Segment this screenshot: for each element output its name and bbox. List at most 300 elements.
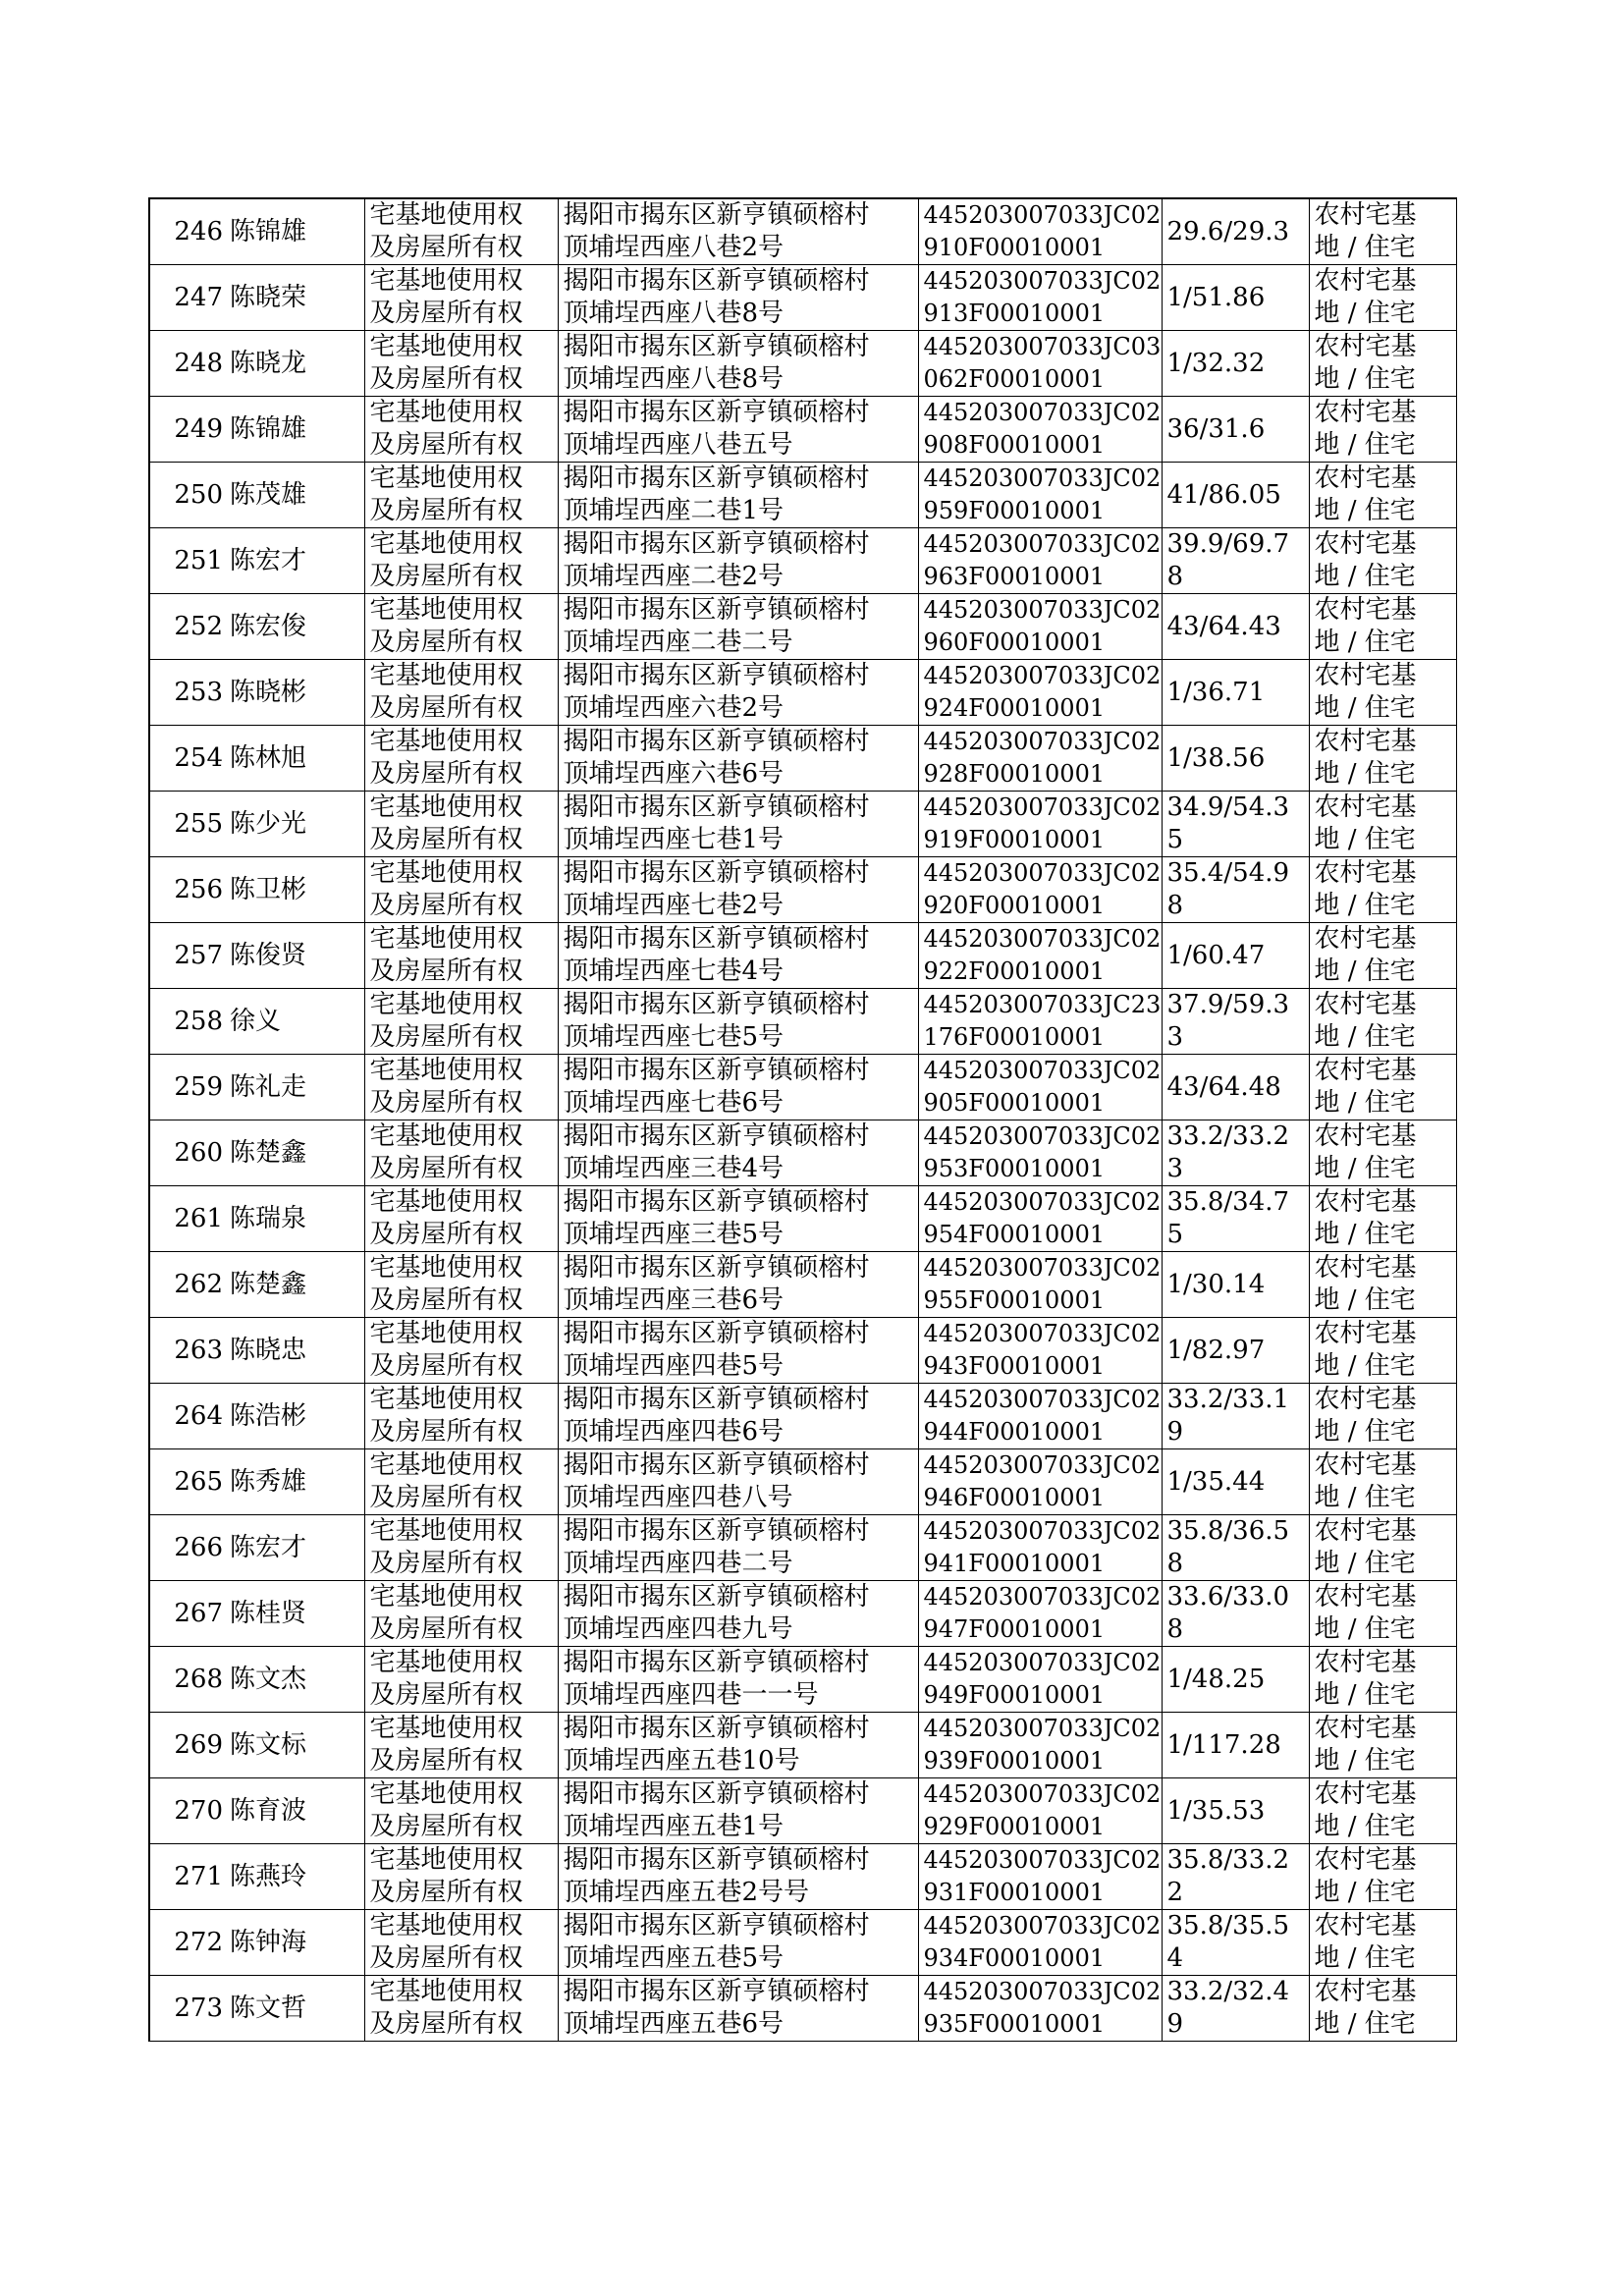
row-number: 269 xyxy=(149,1713,227,1778)
cell-text: 农村宅基 xyxy=(1314,332,1417,361)
cell-text: 934F00010001 xyxy=(923,1944,1106,1972)
table-row xyxy=(149,1186,1456,1252)
cell-text: 顶埔埕西座七巷5号 xyxy=(563,1022,785,1052)
area-value xyxy=(1162,528,1309,594)
land-use xyxy=(1309,198,1456,265)
cell-text: 445203007033JC02 xyxy=(923,596,1162,624)
cell-text: 及房屋所有权 xyxy=(369,364,523,394)
property-address xyxy=(558,1252,918,1318)
cell-text: 1/82.97 xyxy=(1166,1335,1266,1365)
cell-text: 5 xyxy=(1166,1220,1184,1249)
land-use xyxy=(1309,1910,1456,1976)
right-type xyxy=(364,1252,558,1318)
cell-text: 及房屋所有权 xyxy=(369,1549,523,1578)
row-number: 264 xyxy=(149,1384,227,1449)
cell-text: 947F00010001 xyxy=(923,1615,1106,1643)
row-number: 256 xyxy=(149,857,227,923)
unit-code xyxy=(918,1713,1162,1778)
cell-text: 1/36.71 xyxy=(1166,677,1266,707)
cell-text: 910F00010001 xyxy=(923,234,1106,261)
cell-text: 及房屋所有权 xyxy=(369,562,523,591)
right-type xyxy=(364,1910,558,1976)
table-row xyxy=(149,1055,1456,1120)
table-row xyxy=(149,1449,1456,1515)
area-value xyxy=(1162,660,1309,726)
owner-name: 陈宏才 xyxy=(227,528,364,594)
cell-text: 宅基地使用权 xyxy=(369,858,523,888)
cell-text: 揭阳市揭东区新亨镇硕榕村 xyxy=(563,1056,870,1085)
property-address xyxy=(558,528,918,594)
cell-text: 地 / 住宅 xyxy=(1314,1483,1416,1512)
cell-text: 揭阳市揭东区新亨镇硕榕村 xyxy=(563,792,870,822)
property-address xyxy=(558,331,918,397)
land-use xyxy=(1309,528,1456,594)
owner-name: 陈卫彬 xyxy=(227,857,364,923)
cell-text: 农村宅基 xyxy=(1314,595,1417,625)
right-type xyxy=(364,1318,558,1384)
property-address xyxy=(558,923,918,989)
cell-text: 及房屋所有权 xyxy=(369,1680,523,1710)
cell-text: 地 / 住宅 xyxy=(1314,1088,1416,1118)
cell-text: 顶埔埕西座五巷1号 xyxy=(563,1812,785,1841)
owner-name: 陈晓荣 xyxy=(227,265,364,331)
owner-name: 陈桂贤 xyxy=(227,1581,364,1647)
area-value xyxy=(1162,989,1309,1055)
row-number: 247 xyxy=(149,265,227,331)
cell-text: 946F00010001 xyxy=(923,1484,1106,1511)
land-use xyxy=(1309,1778,1456,1844)
unit-code xyxy=(918,726,1162,792)
area-value xyxy=(1162,1318,1309,1384)
cell-text: 929F00010001 xyxy=(923,1813,1106,1840)
table-row xyxy=(149,1318,1456,1384)
cell-text: 宅基地使用权 xyxy=(369,529,523,559)
cell-text: 地 / 住宅 xyxy=(1314,1614,1416,1644)
cell-text: 及房屋所有权 xyxy=(369,496,523,525)
row-number: 268 xyxy=(149,1647,227,1713)
land-use xyxy=(1309,792,1456,857)
owner-name: 陈宏俊 xyxy=(227,594,364,660)
right-type xyxy=(364,1120,558,1186)
owner-name: 陈楚鑫 xyxy=(227,1120,364,1186)
right-type xyxy=(364,1186,558,1252)
land-use xyxy=(1309,1844,1456,1910)
cell-text: 农村宅基 xyxy=(1314,1319,1417,1348)
right-type xyxy=(364,1778,558,1844)
cell-text: 及房屋所有权 xyxy=(369,430,523,460)
cell-text: 地 / 住宅 xyxy=(1314,956,1416,986)
unit-code xyxy=(918,1581,1162,1647)
cell-text: 顶埔埕西座三巷6号 xyxy=(563,1285,785,1315)
cell-text: 揭阳市揭东区新亨镇硕榕村 xyxy=(563,1253,870,1283)
table-row xyxy=(149,1515,1456,1581)
unit-code xyxy=(918,1186,1162,1252)
owner-name: 陈秀雄 xyxy=(227,1449,364,1515)
cell-text: 963F00010001 xyxy=(923,563,1106,590)
cell-text: 445203007033JC02 xyxy=(923,1254,1162,1282)
table-row xyxy=(149,660,1456,726)
unit-code xyxy=(918,1384,1162,1449)
registry-table xyxy=(148,197,1457,2042)
right-type xyxy=(364,331,558,397)
table-row xyxy=(149,989,1456,1055)
unit-code xyxy=(918,1515,1162,1581)
owner-name: 陈文杰 xyxy=(227,1647,364,1713)
cell-text: 062F00010001 xyxy=(923,365,1106,393)
cell-text: 及房屋所有权 xyxy=(369,1483,523,1512)
cell-text: 及房屋所有权 xyxy=(369,891,523,920)
owner-name: 徐义 xyxy=(227,989,364,1055)
property-address xyxy=(558,1778,918,1844)
cell-text: 顶埔埕西座五巷2号号 xyxy=(563,1878,810,1907)
unit-code xyxy=(918,1449,1162,1515)
cell-text: 顶埔埕西座八巷8号 xyxy=(563,299,785,328)
cell-text: 顶埔埕西座七巷4号 xyxy=(563,956,785,986)
cell-text: 农村宅基 xyxy=(1314,529,1417,559)
cell-text: 908F00010001 xyxy=(923,431,1106,459)
row-number: 271 xyxy=(149,1844,227,1910)
cell-text: 宅基地使用权 xyxy=(369,1253,523,1283)
cell-text: 农村宅基 xyxy=(1314,200,1417,230)
cell-text: 35.8/35.5 xyxy=(1166,1911,1290,1940)
row-number: 253 xyxy=(149,660,227,726)
cell-text: 35.8/33.2 xyxy=(1166,1845,1290,1875)
row-number: 270 xyxy=(149,1778,227,1844)
owner-name: 陈俊贤 xyxy=(227,923,364,989)
cell-text: 地 / 住宅 xyxy=(1314,1417,1416,1447)
land-use xyxy=(1309,1055,1456,1120)
cell-text: 农村宅基 xyxy=(1314,1450,1417,1480)
unit-code xyxy=(918,1647,1162,1713)
cell-text: 及房屋所有权 xyxy=(369,1417,523,1447)
cell-text: 8 xyxy=(1166,891,1184,920)
property-address xyxy=(558,1120,918,1186)
table-row xyxy=(149,528,1456,594)
cell-text: 36/31.6 xyxy=(1166,413,1266,444)
cell-text: 地 / 住宅 xyxy=(1314,233,1416,262)
cell-text: 揭阳市揭东区新亨镇硕榕村 xyxy=(563,1582,870,1612)
cell-text: 955F00010001 xyxy=(923,1286,1106,1314)
land-use xyxy=(1309,1647,1456,1713)
row-number: 249 xyxy=(149,397,227,463)
right-type xyxy=(364,1581,558,1647)
cell-text: 1/30.14 xyxy=(1166,1269,1266,1299)
cell-text: 3 xyxy=(1166,1022,1184,1052)
owner-name: 陈瑞泉 xyxy=(227,1186,364,1252)
cell-text: 33.2/32.4 xyxy=(1166,1977,1290,2006)
cell-text: 顶埔埕西座七巷1号 xyxy=(563,825,785,854)
cell-text: 宅基地使用权 xyxy=(369,464,523,493)
table-row xyxy=(149,397,1456,463)
cell-text: 宅基地使用权 xyxy=(369,924,523,954)
cell-text: 43/64.43 xyxy=(1166,611,1281,641)
cell-text: 揭阳市揭东区新亨镇硕榕村 xyxy=(563,661,870,690)
property-address xyxy=(558,463,918,528)
cell-text: 地 / 住宅 xyxy=(1314,693,1416,723)
unit-code xyxy=(918,528,1162,594)
cell-text: 宅基地使用权 xyxy=(369,1714,523,1743)
land-use xyxy=(1309,1120,1456,1186)
cell-text: 农村宅基 xyxy=(1314,1056,1417,1085)
cell-text: 宅基地使用权 xyxy=(369,727,523,756)
cell-text: 地 / 住宅 xyxy=(1314,1154,1416,1183)
cell-text: 宅基地使用权 xyxy=(369,1187,523,1217)
cell-text: 揭阳市揭东区新亨镇硕榕村 xyxy=(563,398,870,427)
cell-text: 农村宅基 xyxy=(1314,1187,1417,1217)
property-address xyxy=(558,1910,918,1976)
cell-text: 宅基地使用权 xyxy=(369,990,523,1019)
cell-text: 及房屋所有权 xyxy=(369,1220,523,1249)
property-address xyxy=(558,1581,918,1647)
cell-text: 地 / 住宅 xyxy=(1314,496,1416,525)
area-value xyxy=(1162,463,1309,528)
land-use xyxy=(1309,660,1456,726)
cell-text: 农村宅基 xyxy=(1314,1845,1417,1875)
cell-text: 935F00010001 xyxy=(923,2010,1106,2038)
right-type xyxy=(364,923,558,989)
area-value xyxy=(1162,397,1309,463)
cell-text: 445203007033JC03 xyxy=(923,333,1162,360)
area-value xyxy=(1162,1055,1309,1120)
cell-text: 揭阳市揭东区新亨镇硕榕村 xyxy=(563,1977,870,2006)
owner-name: 陈浩彬 xyxy=(227,1384,364,1449)
land-use xyxy=(1309,1252,1456,1318)
unit-code xyxy=(918,397,1162,463)
cell-text: 445203007033JC02 xyxy=(923,1320,1162,1347)
cell-text: 445203007033JC02 xyxy=(923,1386,1162,1413)
right-type xyxy=(364,528,558,594)
cell-text: 445203007033JC02 xyxy=(923,793,1162,821)
cell-text: 及房屋所有权 xyxy=(369,299,523,328)
cell-text: 农村宅基 xyxy=(1314,990,1417,1019)
table-row xyxy=(149,1252,1456,1318)
cell-text: 地 / 住宅 xyxy=(1314,430,1416,460)
right-type xyxy=(364,1713,558,1778)
owner-name: 陈文哲 xyxy=(227,1976,364,2042)
property-address xyxy=(558,1384,918,1449)
cell-text: 931F00010001 xyxy=(923,1879,1106,1906)
cell-text: 445203007033JC02 xyxy=(923,662,1162,689)
cell-text: 揭阳市揭东区新亨镇硕榕村 xyxy=(563,1385,870,1414)
cell-text: 及房屋所有权 xyxy=(369,759,523,789)
cell-text: 913F00010001 xyxy=(923,300,1106,327)
table-row xyxy=(149,1844,1456,1910)
unit-code xyxy=(918,198,1162,265)
cell-text: 农村宅基 xyxy=(1314,1253,1417,1283)
table-row xyxy=(149,923,1456,989)
row-number: 246 xyxy=(149,198,227,265)
cell-text: 农村宅基 xyxy=(1314,266,1417,296)
area-value xyxy=(1162,1910,1309,1976)
cell-text: 揭阳市揭东区新亨镇硕榕村 xyxy=(563,727,870,756)
cell-text: 揭阳市揭东区新亨镇硕榕村 xyxy=(563,464,870,493)
table-row xyxy=(149,1910,1456,1976)
table-row xyxy=(149,1647,1456,1713)
cell-text: 445203007033JC02 xyxy=(923,1122,1162,1150)
unit-code xyxy=(918,265,1162,331)
cell-text: 943F00010001 xyxy=(923,1352,1106,1380)
cell-text: 地 / 住宅 xyxy=(1314,759,1416,789)
cell-text: 及房屋所有权 xyxy=(369,693,523,723)
row-number: 254 xyxy=(149,726,227,792)
cell-text: 1/38.56 xyxy=(1166,742,1266,773)
cell-text: 928F00010001 xyxy=(923,760,1106,788)
cell-text: 宅基地使用权 xyxy=(369,266,523,296)
owner-name: 陈燕玲 xyxy=(227,1844,364,1910)
row-number: 255 xyxy=(149,792,227,857)
cell-text: 445203007033JC02 xyxy=(923,1451,1162,1479)
property-address xyxy=(558,726,918,792)
cell-text: 地 / 住宅 xyxy=(1314,628,1416,657)
cell-text: 及房屋所有权 xyxy=(369,1614,523,1644)
cell-text: 1/35.44 xyxy=(1166,1466,1266,1497)
land-use xyxy=(1309,265,1456,331)
area-value xyxy=(1162,594,1309,660)
table-row xyxy=(149,1581,1456,1647)
table-row xyxy=(149,1778,1456,1844)
cell-text: 农村宅基 xyxy=(1314,1516,1417,1546)
row-number: 260 xyxy=(149,1120,227,1186)
right-type xyxy=(364,1055,558,1120)
cell-text: 揭阳市揭东区新亨镇硕榕村 xyxy=(563,1121,870,1151)
cell-text: 顶埔埕西座七巷2号 xyxy=(563,891,785,920)
cell-text: 4 xyxy=(1166,1943,1184,1973)
cell-text: 及房屋所有权 xyxy=(369,1746,523,1776)
right-type xyxy=(364,265,558,331)
cell-text: 宅基地使用权 xyxy=(369,1648,523,1677)
cell-text: 33.2/33.1 xyxy=(1166,1385,1290,1414)
cell-text: 地 / 住宅 xyxy=(1314,825,1416,854)
cell-text: 揭阳市揭东区新亨镇硕榕村 xyxy=(563,595,870,625)
cell-text: 地 / 住宅 xyxy=(1314,1943,1416,1973)
cell-text: 949F00010001 xyxy=(923,1681,1106,1709)
cell-text: 445203007033JC02 xyxy=(923,1057,1162,1084)
cell-text: 33.2/33.2 xyxy=(1166,1121,1290,1151)
property-address xyxy=(558,1713,918,1778)
land-use xyxy=(1309,1976,1456,2042)
cell-text: 宅基地使用权 xyxy=(369,1911,523,1940)
area-value xyxy=(1162,1384,1309,1449)
cell-text: 顶埔埕西座四巷二号 xyxy=(563,1549,793,1578)
cell-text: 939F00010001 xyxy=(923,1747,1106,1775)
cell-text: 农村宅基 xyxy=(1314,1977,1417,2006)
row-number: 265 xyxy=(149,1449,227,1515)
cell-text: 及房屋所有权 xyxy=(369,825,523,854)
right-type xyxy=(364,198,558,265)
cell-text: 揭阳市揭东区新亨镇硕榕村 xyxy=(563,1845,870,1875)
area-value xyxy=(1162,198,1309,265)
land-use xyxy=(1309,463,1456,528)
row-number: 251 xyxy=(149,528,227,594)
cell-text: 农村宅基 xyxy=(1314,1385,1417,1414)
property-address xyxy=(558,1186,918,1252)
cell-text: 445203007033JC02 xyxy=(923,201,1162,229)
cell-text: 953F00010001 xyxy=(923,1155,1106,1182)
unit-code xyxy=(918,857,1162,923)
land-use xyxy=(1309,1449,1456,1515)
table-row xyxy=(149,1713,1456,1778)
row-number: 252 xyxy=(149,594,227,660)
unit-code xyxy=(918,1055,1162,1120)
area-value xyxy=(1162,792,1309,857)
area-value xyxy=(1162,1252,1309,1318)
area-value xyxy=(1162,726,1309,792)
cell-text: 445203007033JC02 xyxy=(923,1978,1162,2005)
cell-text: 顶埔埕西座六巷2号 xyxy=(563,693,785,723)
cell-text: 地 / 住宅 xyxy=(1314,2009,1416,2039)
row-number: 250 xyxy=(149,463,227,528)
cell-text: 顶埔埕西座四巷5号 xyxy=(563,1351,785,1381)
property-address xyxy=(558,1515,918,1581)
owner-name: 陈礼走 xyxy=(227,1055,364,1120)
table-row xyxy=(149,857,1456,923)
table-row xyxy=(149,1120,1456,1186)
cell-text: 及房屋所有权 xyxy=(369,1285,523,1315)
right-type xyxy=(364,726,558,792)
cell-text: 揭阳市揭东区新亨镇硕榕村 xyxy=(563,858,870,888)
cell-text: 920F00010001 xyxy=(923,892,1106,919)
table-row xyxy=(149,594,1456,660)
cell-text: 及房屋所有权 xyxy=(369,1154,523,1183)
unit-code xyxy=(918,331,1162,397)
cell-text: 地 / 住宅 xyxy=(1314,364,1416,394)
property-address xyxy=(558,1449,918,1515)
cell-text: 宅基地使用权 xyxy=(369,595,523,625)
cell-text: 顶埔埕西座八巷2号 xyxy=(563,233,785,262)
cell-text: 2 xyxy=(1166,1878,1184,1907)
owner-name: 陈锦雄 xyxy=(227,198,364,265)
cell-text: 954F00010001 xyxy=(923,1221,1106,1248)
cell-text: 445203007033JC02 xyxy=(923,1188,1162,1216)
cell-text: 农村宅基 xyxy=(1314,1779,1417,1809)
property-address xyxy=(558,1844,918,1910)
cell-text: 及房屋所有权 xyxy=(369,1878,523,1907)
area-value xyxy=(1162,1120,1309,1186)
unit-code xyxy=(918,1252,1162,1318)
right-type xyxy=(364,792,558,857)
owner-name: 陈钟海 xyxy=(227,1910,364,1976)
owner-name: 陈晓龙 xyxy=(227,331,364,397)
cell-text: 905F00010001 xyxy=(923,1089,1106,1117)
land-use xyxy=(1309,1515,1456,1581)
cell-text: 顶埔埕西座二巷1号 xyxy=(563,496,785,525)
right-type xyxy=(364,1515,558,1581)
cell-text: 顶埔埕西座八巷五号 xyxy=(563,430,793,460)
cell-text: 宅基地使用权 xyxy=(369,1319,523,1348)
cell-text: 农村宅基 xyxy=(1314,661,1417,690)
cell-text: 445203007033JC02 xyxy=(923,1780,1162,1808)
cell-text: 1/51.86 xyxy=(1166,282,1266,312)
right-type xyxy=(364,594,558,660)
cell-text: 宅基地使用权 xyxy=(369,661,523,690)
row-number: 273 xyxy=(149,1976,227,2042)
cell-text: 农村宅基 xyxy=(1314,792,1417,822)
unit-code xyxy=(918,792,1162,857)
cell-text: 揭阳市揭东区新亨镇硕榕村 xyxy=(563,1450,870,1480)
cell-text: 及房屋所有权 xyxy=(369,1351,523,1381)
cell-text: 农村宅基 xyxy=(1314,727,1417,756)
cell-text: 宅基地使用权 xyxy=(369,1516,523,1546)
cell-text: 39.9/69.7 xyxy=(1166,529,1290,559)
property-address xyxy=(558,1055,918,1120)
cell-text: 及房屋所有权 xyxy=(369,956,523,986)
owner-name: 陈少光 xyxy=(227,792,364,857)
cell-text: 揭阳市揭东区新亨镇硕榕村 xyxy=(563,1911,870,1940)
unit-code xyxy=(918,1778,1162,1844)
cell-text: 445203007033JC02 xyxy=(923,530,1162,558)
cell-text: 顶埔埕西座五巷6号 xyxy=(563,2009,785,2039)
cell-text: 顶埔埕西座五巷5号 xyxy=(563,1943,785,1973)
